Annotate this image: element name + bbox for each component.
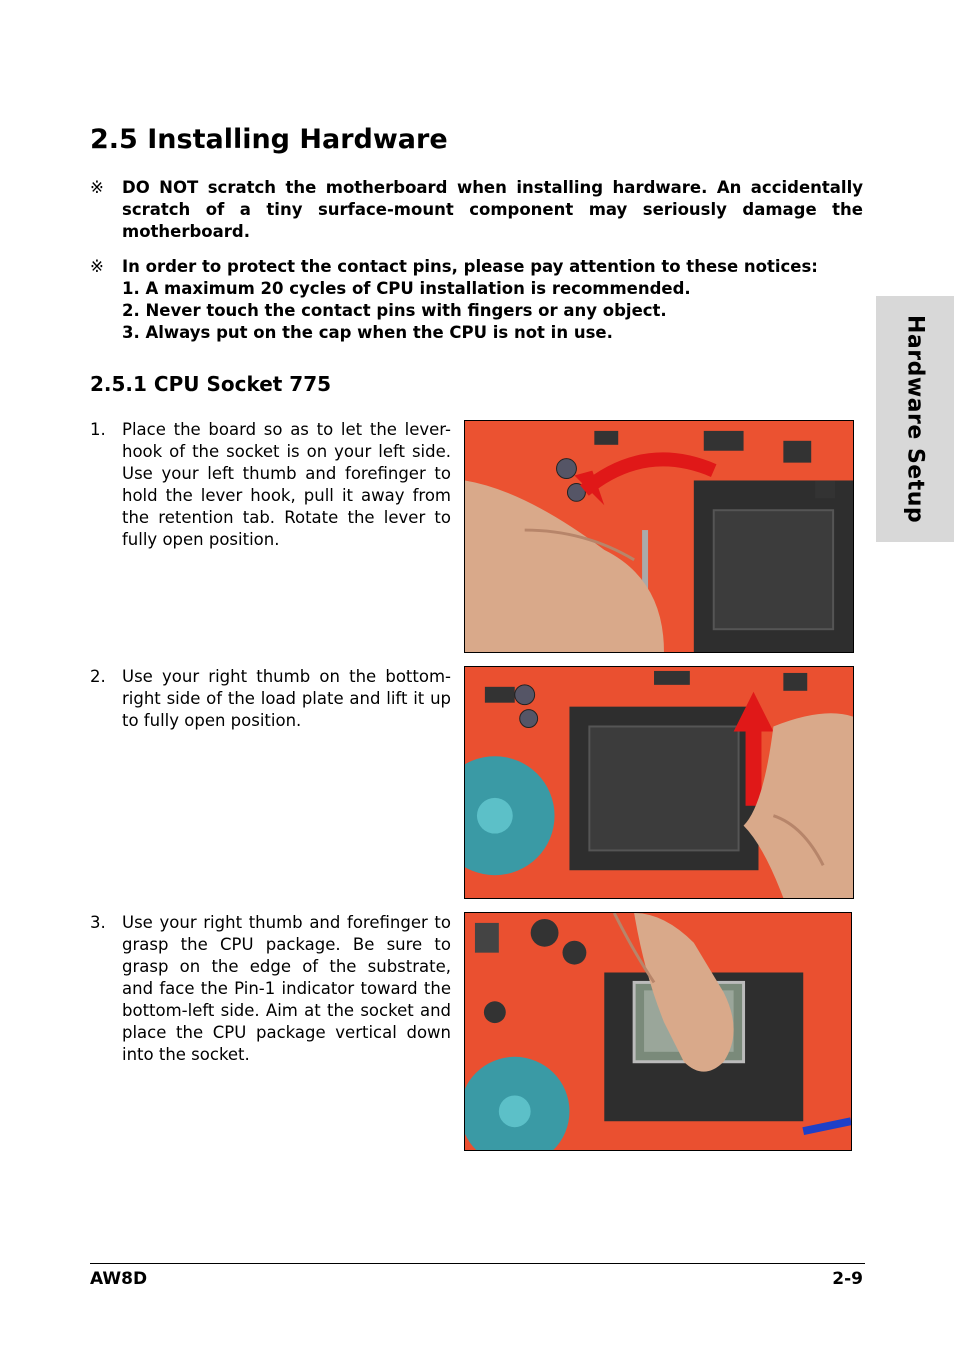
- notice-text: DO NOT scratch the motherboard when installing hardware. An accidentally scratch of a tiny surface-mount component may seriously damage the motherboard.: [122, 178, 863, 241]
- step-number: 1.: [90, 420, 106, 439]
- subsection-title: 2.5.1 CPU Socket 775: [90, 372, 332, 396]
- step-item: [90, 666, 451, 732]
- notice-line: 3. Always put on the cap when the CPU is not in use.: [122, 323, 613, 342]
- side-tab-label: Hardware Setup: [902, 314, 928, 524]
- section-title: 2.5 Installing Hardware: [90, 124, 448, 155]
- photo-step-1: [464, 420, 854, 653]
- footer-page-number: 2-9: [832, 1269, 863, 1289]
- step-text: Use your right thumb on the bottom-right side of the load plate and lift it up to fully open position.: [122, 667, 451, 730]
- side-tab: [876, 296, 954, 542]
- notice-contact-pins: [90, 256, 863, 344]
- step-number: 3.: [90, 913, 106, 932]
- photo-step-2: [464, 666, 854, 899]
- footer-model: AW8D: [90, 1269, 148, 1289]
- step-text: Use your right thumb and forefinger to grasp the CPU package. Be sure to grasp on the edge of the substrate, and face the Pin-1 indicator toward the bottom-left side. Aim at the socket and place the CPU package vertical down into the socket.: [122, 913, 451, 1064]
- step-text: Place the board so as to let the lever-hook of the socket is on your left side. Use your left thumb and forefinger to hold the lever hook, pull it away from the retention tab. Rotate the lever to fully open position.: [122, 420, 451, 549]
- step-item: [90, 912, 451, 1066]
- notice-line: 1. A maximum 20 cycles of CPU installation is recommended.: [122, 279, 691, 298]
- reference-mark-icon: ※: [90, 178, 104, 197]
- footer-divider: [90, 1263, 865, 1264]
- photo-step-3: [464, 912, 852, 1151]
- step-number: 2.: [90, 667, 106, 686]
- step-item: [90, 419, 451, 551]
- reference-mark-icon: ※: [90, 257, 104, 276]
- notice-line: In order to protect the contact pins, please pay attention to these notices:: [122, 257, 818, 276]
- notice-scratch: [90, 177, 863, 243]
- notice-line: 2. Never touch the contact pins with fingers or any object.: [122, 301, 667, 320]
